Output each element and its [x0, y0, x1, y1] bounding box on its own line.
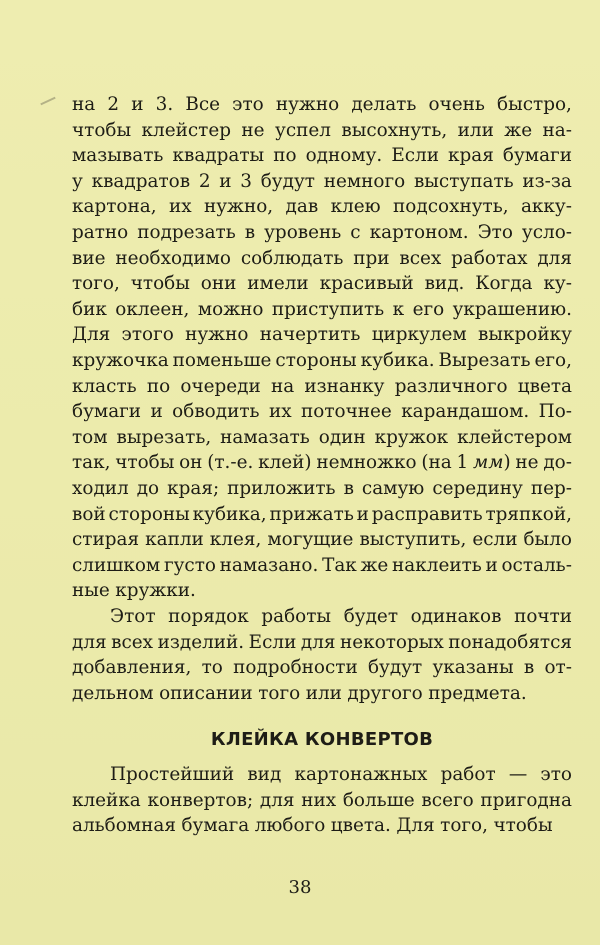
word: наклеить: [392, 554, 482, 576]
word: нужно: [185, 324, 249, 346]
word: это: [232, 94, 264, 115]
word: будут: [367, 657, 423, 679]
word: класть: [72, 375, 137, 397]
word: кружочка: [72, 349, 169, 371]
word: вид: [247, 764, 282, 785]
word: то: [201, 657, 223, 679]
word: 3.: [155, 94, 174, 115]
word: чтобы: [493, 815, 553, 837]
word: (т.-е.: [207, 452, 254, 474]
text-line: [72, 655, 572, 681]
word: понадобятся: [448, 631, 572, 653]
word: так,: [72, 452, 111, 474]
word: не: [241, 119, 265, 141]
word: Простейший: [110, 764, 235, 785]
word: чтобы: [130, 273, 190, 295]
word: предмета.: [428, 682, 527, 704]
word: он: [179, 452, 203, 474]
word: ные: [72, 580, 110, 602]
word: середину: [432, 477, 523, 499]
margin-mark: [40, 97, 55, 106]
word: мазывать: [72, 145, 164, 167]
word: один: [318, 426, 366, 448]
word: клея,: [209, 529, 262, 551]
word: усло-: [521, 221, 572, 243]
word: было: [523, 529, 572, 551]
word: одинаков: [410, 606, 502, 627]
word: и: [131, 94, 144, 115]
text-line: [72, 297, 572, 323]
word: описании: [159, 682, 253, 704]
word: их: [168, 196, 192, 218]
word: кружки.: [115, 580, 196, 602]
word: в: [343, 477, 354, 499]
word: вид.: [424, 273, 465, 295]
word: у: [72, 170, 83, 192]
word: не: [515, 452, 539, 474]
word: Для: [72, 324, 111, 346]
word: для: [72, 631, 107, 653]
word: или: [305, 682, 342, 704]
text-line: [72, 681, 572, 707]
word: нужно,: [203, 196, 274, 218]
word: или: [457, 119, 494, 141]
word: бумаги: [502, 145, 572, 167]
word: картона,: [72, 196, 157, 218]
text-line: [72, 527, 572, 553]
word: быстро,: [497, 94, 572, 115]
word: (на: [421, 452, 452, 474]
text-line: [72, 399, 572, 425]
word: немножко: [316, 452, 417, 474]
text-line: [72, 143, 572, 169]
word: циркулем: [371, 324, 467, 346]
word: Все: [185, 94, 221, 115]
word: нужно: [275, 94, 340, 115]
text-line: [72, 374, 572, 400]
text-line: [72, 92, 572, 118]
word: приступить: [271, 298, 385, 320]
word: клейка: [72, 789, 141, 811]
word: очереди: [180, 375, 261, 397]
word: по: [146, 375, 171, 397]
word: некоторых: [340, 631, 444, 653]
word: картонажных: [294, 764, 428, 785]
text-line: [72, 502, 572, 528]
word: же: [360, 554, 389, 576]
paragraph-2: [72, 604, 572, 706]
text-line: [72, 169, 572, 195]
word: из-за: [522, 170, 572, 192]
word: будут: [260, 170, 315, 192]
word: намазать: [220, 426, 310, 448]
word: стороны: [108, 503, 190, 525]
text-line: [72, 246, 572, 272]
word: немного: [323, 170, 406, 192]
text-line: [72, 271, 572, 297]
word: слишком: [72, 554, 161, 576]
word: картоном.: [369, 221, 469, 243]
word: карандашом.: [401, 401, 530, 423]
word: Этот: [110, 606, 156, 627]
word: того,: [72, 273, 120, 295]
word: конвертов;: [147, 789, 254, 811]
text-line: [72, 450, 572, 476]
text-line: [72, 118, 572, 144]
word: соблюдать: [240, 247, 344, 269]
section-heading: КЛЕЙКА КОНВЕРТОВ: [210, 729, 434, 750]
word: пер-: [530, 477, 572, 499]
word: того: [258, 682, 301, 704]
word: указаны: [432, 657, 514, 679]
word: том: [72, 426, 108, 448]
word: имели: [247, 273, 309, 295]
word: По-: [538, 401, 572, 423]
word: расправить: [371, 503, 483, 525]
word: различного: [394, 375, 508, 397]
word: клей): [258, 452, 312, 474]
text-line: [72, 578, 572, 604]
word: стирая: [72, 529, 140, 551]
word: оклеен,: [115, 298, 190, 320]
word: они: [200, 273, 237, 295]
word: прижать: [269, 503, 354, 525]
word: любого: [254, 815, 326, 837]
word: при: [353, 247, 390, 269]
word: больше: [342, 789, 415, 811]
text-line: [72, 630, 572, 656]
text-line: [72, 813, 572, 839]
word: до: [136, 477, 160, 499]
word: того,: [440, 815, 488, 837]
word: Когда: [475, 273, 533, 295]
word: добавления,: [72, 657, 192, 679]
paragraph-1: [72, 92, 572, 604]
word: вие: [72, 247, 106, 269]
word: и: [485, 554, 498, 576]
word: подробности: [233, 657, 358, 679]
word: подрезать: [137, 221, 236, 243]
word: края;: [167, 477, 220, 499]
word: пригодна: [480, 789, 572, 811]
word: капли: [145, 529, 204, 551]
word: мм): [472, 452, 511, 474]
word: Если: [391, 145, 439, 167]
text-line: [72, 425, 572, 451]
word: Для: [396, 815, 435, 837]
word: квадраты: [172, 145, 265, 167]
word: на-: [542, 119, 572, 141]
word: и: [150, 401, 163, 423]
text-line: [72, 604, 572, 630]
word: клею: [330, 196, 381, 218]
word: стороны: [275, 349, 357, 371]
word: 3: [240, 170, 252, 192]
text-line: [72, 322, 572, 348]
word: работ: [440, 764, 496, 785]
word: его: [412, 298, 445, 320]
text-line: [72, 220, 572, 246]
word: в: [244, 221, 256, 243]
word: к: [392, 298, 405, 320]
word: изделий.: [157, 631, 245, 653]
word: всего: [421, 789, 474, 811]
word: дав: [285, 196, 319, 218]
word: —: [508, 764, 528, 785]
word: бик: [72, 298, 107, 320]
word: будет: [343, 606, 398, 627]
word: почти: [514, 606, 572, 627]
word: густо: [163, 554, 216, 576]
word: другого: [347, 682, 423, 704]
word: же: [504, 119, 533, 141]
word: на: [72, 94, 96, 115]
word: необходимо: [115, 247, 231, 269]
word: уровень: [264, 221, 342, 243]
word: кружок: [374, 426, 449, 448]
word: ходил: [72, 477, 129, 499]
word: от-: [544, 657, 572, 679]
word: начертить: [259, 324, 361, 346]
word: и: [356, 503, 369, 525]
word: работах: [451, 247, 528, 269]
word: края: [448, 145, 494, 167]
word: поменьше: [172, 349, 272, 371]
word: бумага: [181, 815, 250, 837]
word: его,: [534, 349, 572, 371]
text-line: [72, 194, 572, 220]
word: Вырезать: [438, 349, 531, 371]
word: делать: [351, 94, 417, 115]
word: осталь-: [501, 554, 572, 576]
word: Это: [477, 221, 513, 243]
word: по: [273, 145, 297, 167]
word: и: [219, 170, 232, 192]
word: красивый: [319, 273, 414, 295]
word: ку-: [543, 273, 572, 295]
word: для: [537, 247, 572, 269]
word: чтобы: [115, 452, 175, 474]
word: чтобы: [72, 119, 132, 141]
word: их: [268, 401, 292, 423]
word: с: [350, 221, 361, 243]
word: самую: [361, 477, 425, 499]
word: бумаги: [72, 401, 142, 423]
word: 2: [107, 94, 120, 115]
word: намазано.: [219, 554, 319, 576]
text-line: [72, 788, 572, 814]
word: Если: [248, 631, 297, 653]
word: в: [523, 657, 535, 679]
paragraph-3: [72, 762, 572, 839]
word: выступить,: [359, 529, 467, 551]
word: можно: [197, 298, 264, 320]
text-line: [72, 762, 572, 788]
word: на: [270, 375, 295, 397]
word: до-: [543, 452, 572, 474]
word: тряпкой,: [485, 503, 572, 525]
word: украшению.: [452, 298, 572, 320]
word: высохнуть,: [341, 119, 448, 141]
word: дельном: [72, 682, 154, 704]
text-line: [72, 553, 572, 579]
word: выкройку: [478, 324, 572, 346]
word: клейстер: [141, 119, 231, 141]
word: 2: [198, 170, 211, 192]
word: цвета.: [330, 815, 391, 837]
word: кубика.: [360, 349, 435, 371]
word: ратно: [72, 221, 129, 243]
word: клейстером: [457, 426, 572, 448]
word: подсохнуть,: [393, 196, 509, 218]
word: всех: [399, 247, 442, 269]
word: кубика,: [192, 503, 267, 525]
word: могущие: [267, 529, 354, 551]
text-line: [72, 476, 572, 502]
word: для: [259, 789, 295, 811]
word: для: [300, 631, 336, 653]
word: порядок: [168, 606, 249, 627]
word: них: [301, 789, 337, 811]
page-number: 38: [288, 877, 312, 898]
word: одному.: [305, 145, 383, 167]
word: это: [540, 764, 572, 785]
word: очень: [428, 94, 485, 115]
word: выступать: [413, 170, 514, 192]
word: этого: [121, 324, 174, 346]
word: изнанку: [304, 375, 385, 397]
word: Так: [322, 554, 357, 576]
word: цвета: [517, 375, 572, 397]
word: вырезать,: [116, 426, 212, 448]
word: если: [472, 529, 518, 551]
word: квадратов: [91, 170, 191, 192]
word: акку-: [520, 196, 572, 218]
word: вой: [72, 503, 106, 525]
word: успел: [275, 119, 331, 141]
word: приложить: [227, 477, 336, 499]
word: работы: [261, 606, 332, 627]
text-line: [72, 348, 572, 374]
word: 1: [456, 452, 469, 474]
word: альбомная: [72, 815, 176, 837]
word: обводить: [172, 401, 260, 423]
word: поточнее: [301, 401, 392, 423]
word: всех: [111, 631, 154, 653]
